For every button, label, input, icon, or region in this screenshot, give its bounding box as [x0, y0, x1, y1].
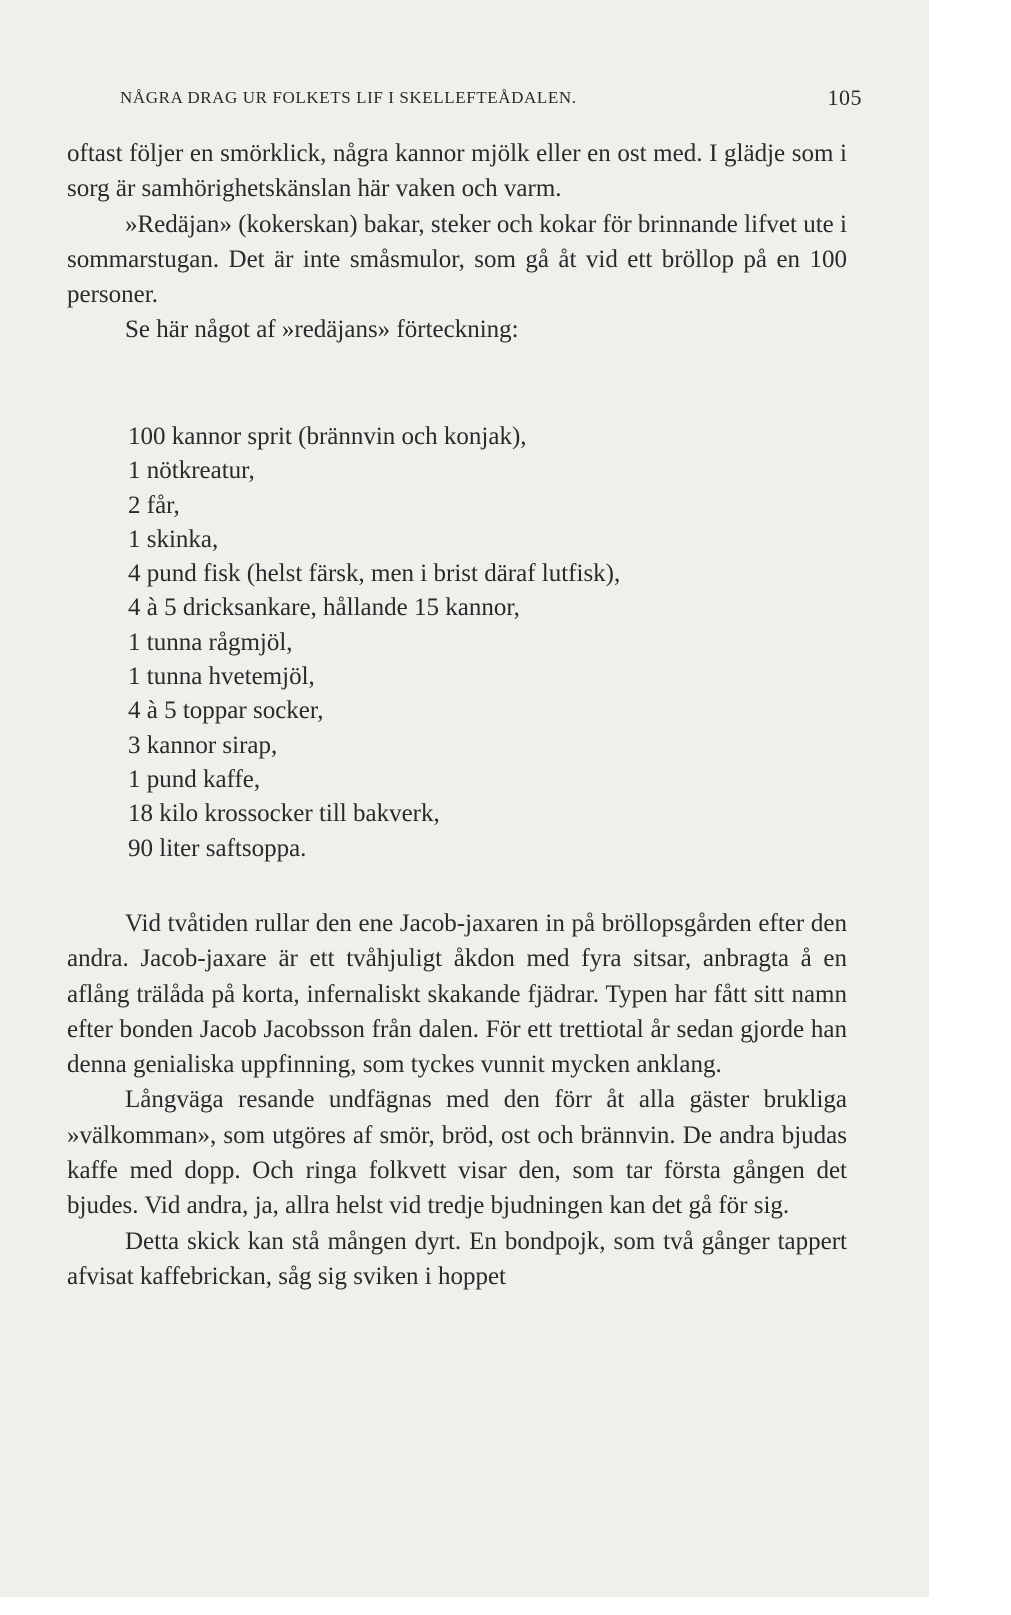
list-item: 2 får,: [128, 491, 180, 519]
list-item: 100 kannor sprit (brännvin och konjak),: [128, 423, 527, 450]
list-item: 1 skinka,: [128, 525, 219, 553]
list-item: 90 liter saftsoppa.: [128, 834, 307, 862]
list-item: 1 tunna hvetemjöl,: [128, 663, 315, 691]
list-item: 4 pund fisk (helst färsk, men i brist däraf lutfisk),: [128, 560, 621, 588]
paragraph: Se här något af »redäjans» förteckning:: [125, 316, 519, 344]
list-item: 18 kilo krossocker till bakverk,: [128, 800, 440, 828]
page-margin-bottom: [0, 1597, 1011, 1615]
paragraph: Långväga resande undfägnas med den förr åt alla gäster brukliga »välkomman», som utgöres af smör, bröd, ost och brännvin. De andra bjudas kaffe med dopp. Och ringa folkvett visar den, som tar första gången det bjudes. Vid andra, ja, allra helst vid tredje bjudningen kan det gå för sig.: [67, 1086, 847, 1220]
paragraph: »Redäjan» (kokerskan) bakar, steker och kokar för brinnande lifvet ute i sommarstugan. Det är inte småsmulor, som gå åt vid ett bröllop på en 100 personer.: [67, 210, 847, 309]
list-item: 4 à 5 dricksankare, hållande 15 kannor,: [128, 594, 520, 622]
list-item: 4 à 5 toppar socker,: [128, 697, 324, 725]
paragraph: Vid tvåtiden rullar den ene Jacob-jaxaren in på bröllopsgården efter den andra. Jacob-jaxare är ett tvåhjuligt åkdon med fyra sitsar, anbragta å en aflång trälåda på korta, infernaliskt skakande fjädrar. Typen har fått sitt namn efter bonden Jacob Jacobsson från dalen. För ett trettiotal år sedan gjorde han denna genialiska uppfinning, som tyckes vunnit mycken anklang.: [67, 910, 847, 1079]
text-block-bottom: [67, 906, 847, 1294]
list-item: 3 kannor sirap,: [128, 731, 278, 759]
text-block-top: [67, 136, 847, 348]
running-header: [120, 85, 862, 110]
list-item: 1 nötkreatur,: [128, 457, 255, 485]
list-item: 1 tunna rågmjöl,: [128, 628, 293, 656]
page-number: 105: [827, 85, 862, 110]
page-margin: [929, 0, 1011, 1615]
running-title: NÅGRA DRAG UR FOLKETS LIF I SKELLEFTEÅDALEN.: [120, 88, 577, 107]
list-item: 1 pund kaffe,: [128, 765, 261, 793]
paragraph: oftast följer en smörklick, några kannor mjölk eller en ost med. I glädje som i sorg är samhörighetskänslan här vaken och varm.: [67, 140, 847, 203]
supply-list: [128, 420, 620, 866]
paragraph: Detta skick kan stå mången dyrt. En bondpojk, som två gånger tappert afvisat kaffebrickan, såg sig sviken i hoppet: [67, 1227, 847, 1290]
